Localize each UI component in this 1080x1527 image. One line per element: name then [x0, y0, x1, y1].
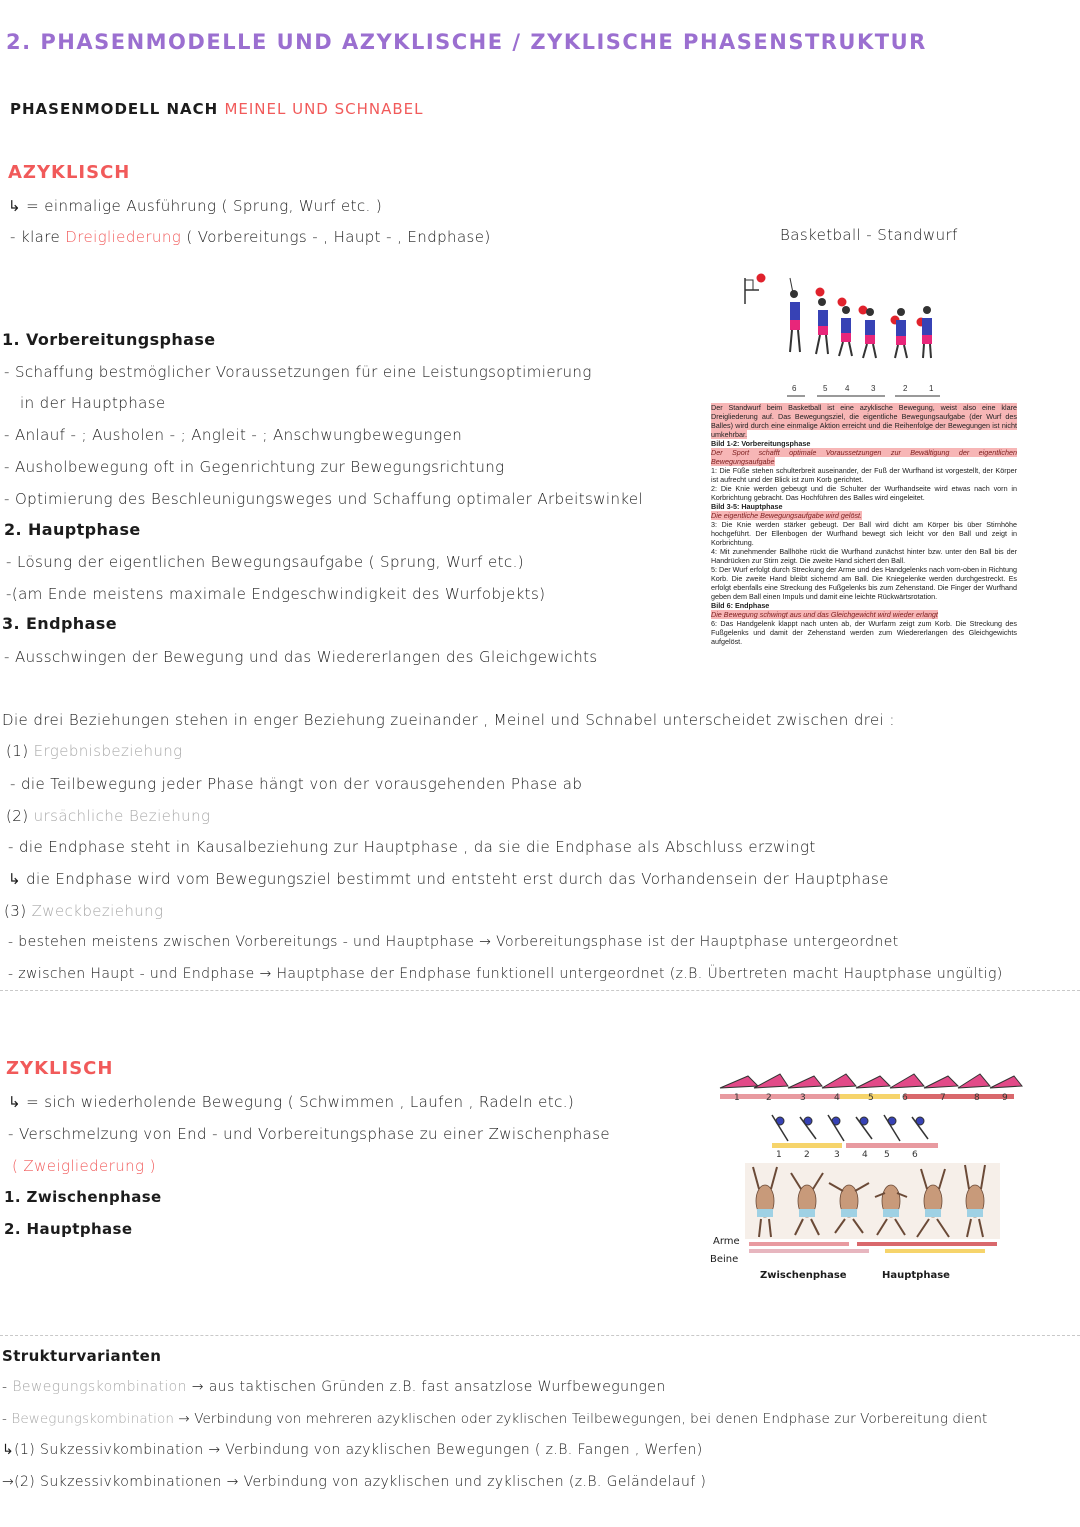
desc-text: Die eigentliche Bewegungsaufgabe wird gelöst. [711, 511, 863, 520]
basket-hoop-icon [745, 278, 759, 304]
beziehung-line: - zwischen Haupt - und Endphase → Hauptphase der Endphase funktionell untergeordnet (z.B. Übertreten macht Hauptphase ungültig) [8, 966, 1003, 982]
struktur-pre: - [2, 1411, 7, 1427]
zyklisch-line: - Verschmelzung von End - und Vorbereitungsphase zu einer Zwischenphase [8, 1125, 611, 1143]
azyklisch-definition [8, 197, 382, 215]
azyklisch-def-text: = einmalige Ausführung ( Sprung, Wurf etc. ) [26, 197, 383, 215]
phase1-line: - Ausholbewegung oft in Gegenrichtung zur Bewegungsrichtung [4, 458, 505, 476]
gliederung-post: ( Vorbereitungs - , Haupt - , Endphase) [186, 228, 491, 246]
zyklisch-gliederung: ( Zweigliederung ) [12, 1157, 156, 1175]
struktur-text: → aus taktischen Gründen z.B. fast ansatzlose Wurfbewegungen [191, 1379, 666, 1395]
desc-text: Die Bewegung schwingt aus und das Gleichgewicht wird wieder erlangt [711, 610, 938, 619]
row-number: 9 [1002, 1093, 1008, 1103]
row-number: 6 [912, 1150, 918, 1160]
struktur-line [2, 1411, 987, 1427]
row-number: 6 [902, 1093, 908, 1103]
figure-number: 3 [871, 384, 876, 393]
figure-number: 1 [929, 384, 934, 393]
arme-label: Arme [713, 1236, 740, 1247]
phase2-line: -(am Ende meistens maximale Endgeschwindigkeit des Wurfobjekts) [6, 585, 546, 603]
struktur-text: → Verbindung von mehreren azyklischen oder zyklischen Teilbewegungen, bei denen Endphase zur Vorbereitung dient [178, 1411, 988, 1427]
figure-number: 2 [903, 384, 908, 393]
basketball-description [711, 403, 1017, 646]
beziehung-line: - die Teilbewegung jeder Phase hängt von der vorausgehenden Phase ab [10, 775, 583, 793]
phase1-line: - Schaffung bestmöglicher Voraussetzungen für eine Leistungsoptimierung [4, 363, 592, 381]
desc-para: Bild 6: Endphase [711, 601, 770, 610]
phase1-line: in der Hauptphase [20, 394, 166, 412]
phase2-title: 2. Hauptphase [4, 520, 141, 539]
desc-para [711, 448, 1017, 466]
beziehung-line: ↳ die Endphase wird vom Bewegungsziel bestimmt und entsteht erst durch das Vorhandensein der Hauptphase [8, 870, 889, 888]
desc-text: Der Sport schafft optimale Voraussetzungen zur Bewältigung der eigentlichen Bewegungsaufgabe [711, 448, 1017, 466]
azyklisch-heading: AZYKLISCH [8, 162, 131, 183]
model-authors: MEINEL UND SCHNABEL [224, 100, 424, 118]
figure-number: 5 [823, 384, 828, 393]
phase1-line: - Anlauf - ; Ausholen - ; Angleit - ; Anschwungbewegungen [4, 426, 463, 444]
row-number: 4 [862, 1150, 868, 1160]
desc-para: Bild 3-5: Hauptphase [711, 502, 783, 511]
row-number: 1 [734, 1093, 740, 1103]
zyklisch-phase2: 2. Hauptphase [4, 1220, 133, 1238]
row-number: 3 [800, 1093, 806, 1103]
basketball-sequence-illustration [735, 268, 1015, 400]
beziehung-num: (1) [6, 742, 29, 760]
beziehung-label: Zweckbeziehung [31, 902, 164, 920]
row-number: 2 [766, 1093, 772, 1103]
desc-para [711, 403, 1017, 439]
player-figures [790, 278, 932, 358]
page-title: 2. PHASENMODELLE UND AZYKLISCHE / ZYKLISCHE PHASENSTRUKTUR [6, 30, 927, 54]
gliederung-pre: - klare [10, 228, 61, 246]
row-number: 5 [884, 1150, 890, 1160]
row-number: 4 [834, 1093, 840, 1103]
struktur-pre: - [2, 1379, 8, 1395]
zyklisch-heading: ZYKLISCH [6, 1058, 114, 1079]
beziehung-num: (2) [6, 807, 29, 825]
row-number: 1 [776, 1150, 782, 1160]
struktur-term: Bewegungskombination [11, 1411, 174, 1427]
desc-para: 2: Die Knie werden gebeugt und die Schulter der Wurfhandseite wird etwas nach vorn in Korbrichtung gebracht. Das Hochführen des Balles wird eingeleitet. [711, 484, 1017, 502]
beziehung-label: ursächliche Beziehung [33, 807, 211, 825]
divider [0, 1335, 1080, 1336]
zwischenphase-label: Zwischenphase [760, 1270, 847, 1281]
gliederung-term: Dreigliederung [65, 228, 182, 246]
beziehung-2-heading [6, 807, 210, 825]
arrow-icon: ↳ [8, 197, 21, 215]
basketball-caption: Basketball - Standwurf [780, 226, 958, 244]
struktur-line [2, 1379, 666, 1395]
phase1-title: 1. Vorbereitungsphase [2, 330, 216, 349]
swimmer-sequence-illustration [745, 1163, 1000, 1253]
desc-para [711, 511, 1017, 520]
struktur-line [2, 1474, 706, 1490]
struktur-pre: ↳(1) [2, 1442, 36, 1458]
beziehung-label: Ergebnisbeziehung [33, 742, 183, 760]
struktur-heading: Strukturvarianten [2, 1347, 162, 1365]
divider [0, 990, 1080, 991]
beziehung-line: - bestehen meistens zwischen Vorbereitungs - und Hauptphase → Vorbereitungsphase ist der Hauptphase untergeordnet [8, 934, 899, 950]
row-number: 3 [834, 1150, 840, 1160]
row-number: 8 [974, 1093, 980, 1103]
desc-para: 5: Der Wurf erfolgt durch Streckung der Arme und des Handgelenks nach vorn-oben in Richtung Korb. Die zweite Hand bleibt sichernd am Ball. Die Kniegelenke werden durchgestreckt. Es erfolgt ebenfalls eine Streckung des Fußgelenks bis zum Zehenstand. Die Finger der Wurfhand geben dem Ball einen Impuls und damit eine leichte Rückwärtsrotation. [711, 565, 1017, 601]
hauptphase-label: Hauptphase [882, 1270, 950, 1281]
beziehung-num: (3) [4, 902, 27, 920]
beziehung-line: - die Endphase steht in Kausalbeziehung zur Hauptphase , da sie die Endphase als Abschluss erzwingt [8, 838, 816, 856]
desc-para: 1: Die Füße stehen schulterbreit auseinander, der Fuß der Wurfhand ist vorgestellt, der Körper ist aufrecht und der Blick ist zum Korb gerichtet. [711, 466, 1017, 484]
zyklisch-phase1: 1. Zwischenphase [4, 1188, 162, 1206]
beziehungen-intro: Die drei Beziehungen stehen in enger Beziehung zueinander , Meinel und Schnabel unterscheidet zwischen drei : [2, 711, 895, 729]
phase2-line: - Lösung der eigentlichen Bewegungsaufgabe ( Sprung, Wurf etc.) [6, 553, 524, 571]
model-prefix: PHASENMODELL NACH [10, 100, 219, 118]
figure-number: 4 [845, 384, 850, 393]
beziehung-1-heading [6, 742, 183, 760]
arrow-icon: ↳ [8, 1093, 21, 1111]
phase1-line: - Optimierung des Beschleunigungsweges und Schaffung optimaler Arbeitswinkel [4, 490, 644, 508]
ball-icon [757, 274, 766, 283]
azyklisch-gliederung [10, 228, 491, 246]
desc-para: Bild 1-2: Vorbereitungsphase [711, 439, 811, 448]
phase3-line: - Ausschwingen der Bewegung und das Wiedererlangen des Gleichgewichts [4, 648, 598, 666]
desc-para [711, 610, 1017, 619]
struktur-text: Sukzessivkombination → Verbindung von azyklischen Bewegungen ( z.B. Fangen , Werfen) [40, 1442, 703, 1458]
figure-number: 6 [792, 384, 797, 393]
row-number: 7 [940, 1093, 946, 1103]
struktur-line [2, 1442, 703, 1458]
phase3-title: 3. Endphase [2, 614, 117, 633]
desc-text: Der Standwurf beim Basketball ist eine azyklische Bewegung, weist also eine klare Dreigliederung auf. Das Bewegungsziel, die eigentliche Bewegungsaufgabe (der Wurf des Balles) wird durch eine einmalige Aktion erreicht und die Reihenfolge der Bewegungen ist nicht umkehrbar. [711, 403, 1017, 439]
zyklisch-definition [8, 1093, 574, 1111]
beine-label: Beine [710, 1254, 739, 1265]
beziehung-3-heading [4, 902, 163, 920]
struktur-pre: →(2) [2, 1474, 36, 1490]
desc-para: 6: Das Handgelenk klappt nach unten ab, der Wurfarm zeigt zum Korb. Die Streckung des Fußgelenks und damit der Zehenstand werden zum Wiedererlangen des Gleichgewichts aufgelöst. [711, 619, 1017, 646]
zyklisch-def-text: = sich wiederholende Bewegung ( Schwimmen , Laufen , Radeln etc.) [26, 1093, 575, 1111]
row-number: 2 [804, 1150, 810, 1160]
desc-para: 4: Mit zunehmender Ballhöhe rückt die Wurfhand zunächst hinter bzw. unter den Ball bis der Handrücken zur Stirn zeigt. Die zweite Hand sichert den Ball. [711, 547, 1017, 565]
struktur-term: Bewegungskombination [12, 1379, 187, 1395]
model-heading [10, 100, 424, 118]
kayak-sequence-illustration [770, 1113, 940, 1153]
row-number: 5 [868, 1093, 874, 1103]
desc-para: 3: Die Knie werden stärker gebeugt. Der Ball wird dicht am Körper bis über Stirnhöhe hochgeführt. Der Ellenbogen der Wurfhand bewegt sich leicht vor den Ball und zeigt in Korbrichtung. [711, 520, 1017, 547]
struktur-text: Sukzessivkombinationen → Verbindung von azyklischen und zyklischen (z.B. Geländelauf ) [40, 1474, 707, 1490]
